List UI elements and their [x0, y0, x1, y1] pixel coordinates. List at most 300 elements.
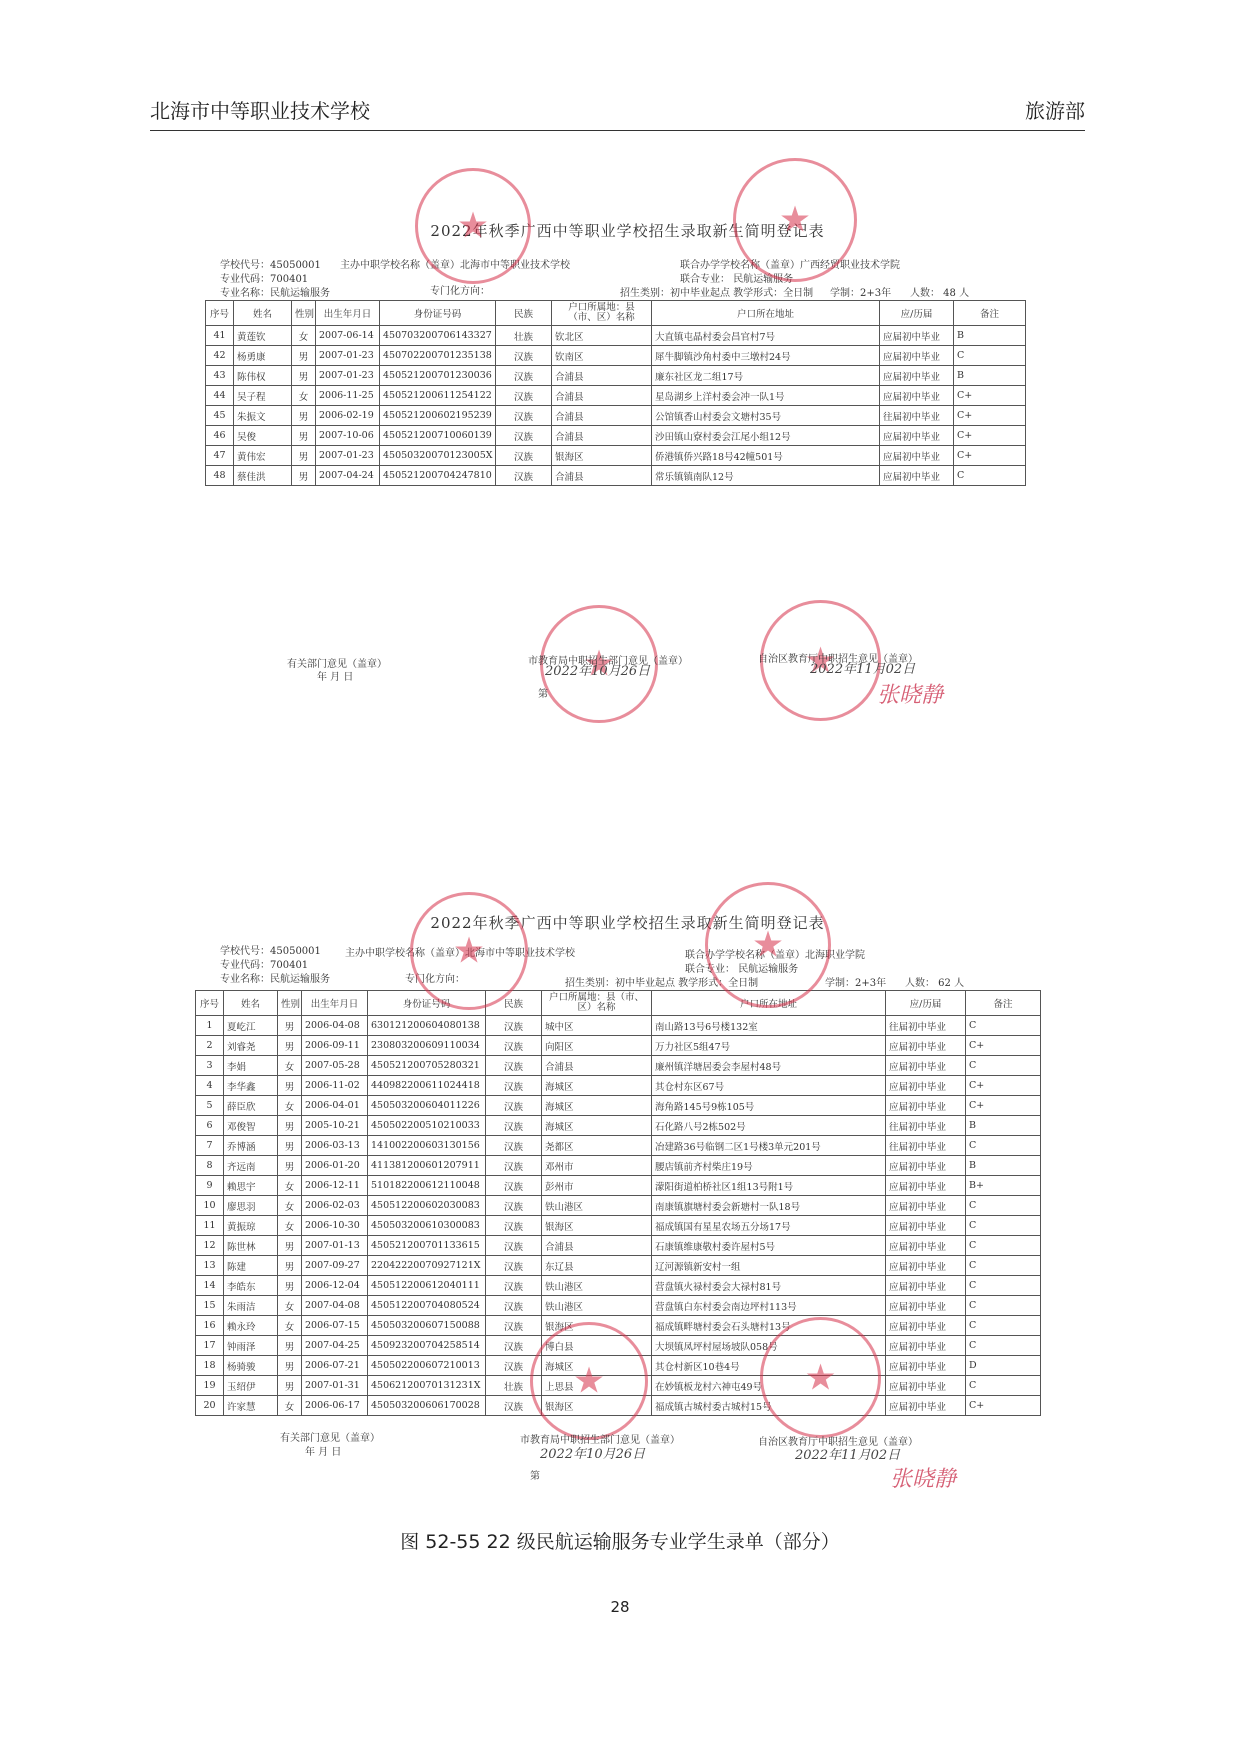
cell-county: 银海区	[552, 446, 652, 466]
major-code: 专业代码：700401	[220, 274, 309, 285]
cell-seq: 41	[206, 326, 234, 346]
cell-seq: 9	[196, 1176, 224, 1196]
header-department: 旅游部	[1025, 99, 1085, 123]
foot-dept-date: 年 月 日	[305, 1447, 342, 1458]
cell-county: 铁山港区	[542, 1276, 652, 1296]
cell-county: 合浦县	[552, 426, 652, 446]
cell-ethnicity: 汉族	[486, 1116, 542, 1136]
cell-county: 尧都区	[542, 1136, 652, 1156]
cell-gender: 男	[278, 1116, 302, 1136]
cell-address: 南康镇旗塘村委会新塘村一队18号	[652, 1196, 886, 1216]
cell-grad: 应届初中毕业	[886, 1056, 966, 1076]
cell-birth: 2007-04-08	[302, 1296, 368, 1316]
cell-county: 彭州市	[542, 1176, 652, 1196]
cell-name: 廖思羽	[224, 1196, 278, 1216]
foot-region-opinion: 自治区教育厅中职招生意见（盖章）	[758, 654, 918, 665]
cell-id: 450521200611254122	[380, 386, 496, 406]
cell-grad: 应届初中毕业	[886, 1076, 966, 1096]
coop-major	[685, 960, 798, 975]
cell-grad: 应届初中毕业	[886, 1216, 966, 1236]
table-row	[196, 1316, 1041, 1336]
cell-birth: 2006-01-20	[302, 1156, 368, 1176]
cell-seq: 13	[196, 1256, 224, 1276]
cell-birth: 2007-04-24	[316, 466, 380, 486]
col-header: 姓名	[224, 991, 278, 1016]
cell-gender: 男	[278, 1156, 302, 1176]
cell-seq: 2	[196, 1036, 224, 1056]
cell-id: 450512200704080524	[368, 1296, 486, 1316]
figure-caption: 图 52-55 22 级民航运输服务专业学生录单（部分）	[400, 1531, 840, 1553]
cell-gender: 男	[278, 1136, 302, 1156]
cell-county: 向阳区	[542, 1036, 652, 1056]
registration-form-2	[199, 912, 1050, 1502]
table-row	[196, 1196, 1041, 1216]
cell-note: C	[966, 1296, 1041, 1316]
duration: 学制：2+3年	[830, 288, 892, 299]
col-header: 出生年月日	[316, 301, 380, 326]
cell-id: 450512200602030083	[368, 1196, 486, 1216]
cell-gender: 女	[278, 1096, 302, 1116]
cell-grad: 应届初中毕业	[880, 366, 954, 386]
foot-city-opinion: 市教育局中职招生部门意见（盖章）	[520, 1435, 680, 1446]
cell-birth: 2006-09-11	[302, 1036, 368, 1056]
cell-seq: 10	[196, 1196, 224, 1216]
student-table	[205, 300, 1026, 486]
cell-address: 常乐镇镇南队12号	[652, 466, 880, 486]
cell-birth: 2007-01-31	[302, 1376, 368, 1396]
table-row	[206, 346, 1026, 366]
cell-grad: 往届初中毕业	[880, 406, 954, 426]
table-row	[206, 366, 1026, 386]
cell-gender: 女	[278, 1216, 302, 1236]
cell-id: 630121200604080138	[368, 1016, 486, 1036]
cell-birth: 2006-04-08	[302, 1016, 368, 1036]
signature: 张晓静	[890, 1467, 957, 1492]
cell-gender: 女	[292, 326, 316, 346]
cell-seq: 19	[196, 1376, 224, 1396]
cell-ethnicity: 汉族	[486, 1136, 542, 1156]
col-header: 备注	[954, 301, 1026, 326]
cell-note: B+	[966, 1176, 1041, 1196]
table-row	[196, 1336, 1041, 1356]
cell-note: C	[966, 1236, 1041, 1256]
cell-name: 陈建	[224, 1256, 278, 1276]
table-row	[196, 1116, 1041, 1136]
col-header: 户口所在地址	[652, 301, 880, 326]
cell-birth: 2007-06-14	[316, 326, 380, 346]
cell-ethnicity: 汉族	[496, 346, 552, 366]
cell-note: C	[966, 1376, 1041, 1396]
cell-birth: 2007-05-28	[302, 1056, 368, 1076]
major-code: 专业代码：700401	[220, 960, 309, 971]
cell-name: 蔡佳洪	[234, 466, 292, 486]
table-row	[196, 1176, 1041, 1196]
cell-grad: 应届初中毕业	[886, 1336, 966, 1356]
col-header: 身份证号码	[368, 991, 486, 1016]
cell-ethnicity: 汉族	[486, 1016, 542, 1036]
table-row	[196, 1096, 1041, 1116]
cell-seq: 3	[196, 1056, 224, 1076]
cell-address: 福成镇国有星星农场五分场17号	[652, 1216, 886, 1236]
cell-seq: 16	[196, 1316, 224, 1336]
cell-ethnicity: 汉族	[486, 1396, 542, 1416]
cell-ethnicity: 汉族	[486, 1296, 542, 1316]
col-header: 备注	[966, 991, 1041, 1016]
col-header: 序号	[206, 301, 234, 326]
coop-major	[680, 270, 793, 285]
cell-birth: 2007-09-27	[302, 1256, 368, 1276]
table-header-row	[196, 991, 1041, 1016]
coop-major-label: 联合专业：	[685, 964, 735, 975]
cell-note: B	[954, 366, 1026, 386]
cell-id: 450521200710060139	[380, 426, 496, 446]
cell-id: 450521200701230036	[380, 366, 496, 386]
cell-seq: 1	[196, 1016, 224, 1036]
cell-birth: 2007-01-23	[316, 366, 380, 386]
table-row	[206, 406, 1026, 426]
cell-name: 朱雨洁	[224, 1296, 278, 1316]
cell-note: C+	[954, 386, 1026, 406]
cell-county: 上思县	[542, 1376, 652, 1396]
cell-note: C	[966, 1016, 1041, 1036]
cell-birth: 2007-10-06	[316, 426, 380, 446]
cell-name: 黄伟宏	[234, 446, 292, 466]
cell-county: 银海区	[542, 1316, 652, 1336]
cell-note: C	[966, 1136, 1041, 1156]
cell-id: 450512200612040111	[368, 1276, 486, 1296]
table-row	[196, 1136, 1041, 1156]
cell-id: 230803200609110034	[368, 1036, 486, 1056]
cell-name: 刘睿尧	[224, 1036, 278, 1056]
cell-county: 合浦县	[552, 366, 652, 386]
col-header: 性别	[278, 991, 302, 1016]
coop-school: 联合办学学校名称（盖章）广西经贸职业技术学院	[680, 260, 900, 271]
cell-id: 450703200706143327	[380, 326, 496, 346]
cell-address: 廉东社区龙二组17号	[652, 366, 880, 386]
cell-address: 海角路145号9栋105号	[652, 1096, 886, 1116]
cell-note: C	[966, 1056, 1041, 1076]
cell-name: 玉绍伊	[224, 1376, 278, 1396]
cell-note: C	[966, 1216, 1041, 1236]
table-row	[196, 1216, 1041, 1236]
cell-county: 银海区	[542, 1216, 652, 1236]
col-header: 性别	[292, 301, 316, 326]
cell-name: 李皓东	[224, 1276, 278, 1296]
student-count: 人数： 62 人	[905, 978, 965, 989]
cell-name: 杨骑骏	[224, 1356, 278, 1376]
cell-gender: 男	[278, 1256, 302, 1276]
cell-birth: 2005-10-21	[302, 1116, 368, 1136]
cell-county: 合浦县	[542, 1056, 652, 1076]
cell-note: C	[954, 466, 1026, 486]
cell-seq: 12	[196, 1236, 224, 1256]
cell-id: 450503200606170028	[368, 1396, 486, 1416]
form-title: 2022年秋季广西中等职业学校招生录取新生简明登记表	[430, 222, 825, 240]
major-name: 专业名称：民航运输服务	[220, 974, 330, 985]
cell-gender: 男	[278, 1336, 302, 1356]
cell-name: 薛臣欣	[224, 1096, 278, 1116]
col-header: 身份证号码	[380, 301, 496, 326]
cell-county: 钦北区	[552, 326, 652, 346]
cell-grad: 应届初中毕业	[886, 1376, 966, 1396]
cell-birth: 2007-04-25	[302, 1336, 368, 1356]
cell-address: 廉州镇洋塘居委会李屋村48号	[652, 1056, 886, 1076]
coop-major-value: 民航运输服务	[738, 964, 799, 975]
cell-county: 铁山港区	[542, 1196, 652, 1216]
cell-id: 450702200701235138	[380, 346, 496, 366]
cell-id: 450521200705280321	[368, 1056, 486, 1076]
cell-address: 腰店镇前齐村柴庄19号	[652, 1156, 886, 1176]
cell-name: 朱振文	[234, 406, 292, 426]
cell-gender: 男	[278, 1036, 302, 1056]
cell-grad: 应届初中毕业	[886, 1176, 966, 1196]
cell-grad: 往届初中毕业	[886, 1136, 966, 1156]
cell-grad: 应届初中毕业	[880, 466, 954, 486]
col-header: 户口所属地：县（市、区）名称	[552, 301, 652, 326]
cell-name: 李华鑫	[224, 1076, 278, 1096]
cell-county: 海城区	[542, 1356, 652, 1376]
table-header-row	[206, 301, 1026, 326]
cell-seq: 7	[196, 1136, 224, 1156]
cell-seq: 43	[206, 366, 234, 386]
cell-gender: 女	[278, 1196, 302, 1216]
cell-gender: 女	[278, 1316, 302, 1336]
cell-birth: 2006-12-04	[302, 1276, 368, 1296]
cell-birth: 2006-04-01	[302, 1096, 368, 1116]
table-row	[206, 426, 1026, 446]
table-row	[206, 386, 1026, 406]
cell-grad: 应届初中毕业	[886, 1036, 966, 1056]
cell-name: 杨勇康	[234, 346, 292, 366]
cell-gender: 女	[278, 1296, 302, 1316]
cell-county: 邓州市	[542, 1156, 652, 1176]
cell-county: 东辽县	[542, 1256, 652, 1276]
cell-grad: 应届初中毕业	[886, 1156, 966, 1176]
cell-id: 450503200604011226	[368, 1096, 486, 1116]
cell-id: 440982200611024418	[368, 1076, 486, 1096]
cell-id: 450502200510210033	[368, 1116, 486, 1136]
cell-birth: 2006-03-13	[302, 1136, 368, 1156]
cell-id: 450521200602195239	[380, 406, 496, 426]
cell-grad: 应届初中毕业	[880, 326, 954, 346]
city-approval-date: 2022年10月26日	[540, 1447, 646, 1462]
coop-major-value: 民航运输服务	[733, 274, 794, 285]
cell-grad: 应届初中毕业	[886, 1256, 966, 1276]
cell-name: 夏屹江	[224, 1016, 278, 1036]
col-header: 出生年月日	[302, 991, 368, 1016]
duration: 学制：2+3年	[825, 978, 887, 989]
cell-birth: 2006-07-21	[302, 1356, 368, 1376]
category: 招生类别：初中毕业起点 教学形式：全日制	[620, 288, 814, 299]
cell-grad: 应届初中毕业	[886, 1236, 966, 1256]
cell-address: 侨港镇侨兴路18号42幢501号	[652, 446, 880, 466]
cell-county: 合浦县	[552, 406, 652, 426]
cell-gender: 男	[278, 1376, 302, 1396]
cell-address: 星岛湖乡上洋村委会冲一队1号	[652, 386, 880, 406]
cell-ethnicity: 汉族	[486, 1356, 542, 1376]
cell-note: C	[966, 1276, 1041, 1296]
cell-id: 22042220070927121X	[368, 1256, 486, 1276]
cell-name: 李娟	[224, 1056, 278, 1076]
cell-ethnicity: 汉族	[486, 1056, 542, 1076]
cell-ethnicity: 壮族	[496, 326, 552, 346]
form-title: 2022年秋季广西中等职业学校招生录取新生简明登记表	[430, 914, 825, 932]
signature: 张晓静	[877, 683, 944, 708]
col-header: 序号	[196, 991, 224, 1016]
cell-ethnicity: 汉族	[496, 366, 552, 386]
cell-ethnicity: 汉族	[486, 1036, 542, 1056]
cell-name: 乔博涵	[224, 1136, 278, 1156]
cell-grad: 应届初中毕业	[886, 1276, 966, 1296]
cell-note: B	[966, 1116, 1041, 1136]
cell-note: C	[966, 1196, 1041, 1216]
student-count: 人数： 48 人	[910, 288, 970, 299]
city-approval-date: 2022年10月26日	[545, 664, 651, 679]
cell-note: C	[966, 1316, 1041, 1336]
cell-grad: 往届初中毕业	[886, 1016, 966, 1036]
school-code: 学校代号：45050001	[220, 946, 321, 957]
cell-address: 大直镇屯晶村委会昌官村7号	[652, 326, 880, 346]
host-school: 主办中职学校名称（盖章）北海市中等职业技术学校	[340, 260, 570, 271]
cell-seq: 42	[206, 346, 234, 366]
table-row	[196, 1156, 1041, 1176]
cell-id: 450923200704258514	[368, 1336, 486, 1356]
cell-gender: 男	[278, 1356, 302, 1376]
cell-seq: 46	[206, 426, 234, 446]
cell-id: 45050320070123005X	[380, 446, 496, 466]
cell-note: C+	[954, 406, 1026, 426]
cell-address: 在妙镇板龙村六神屯49号	[652, 1376, 886, 1396]
cell-county: 合浦县	[552, 466, 652, 486]
cell-name: 黄振琼	[224, 1216, 278, 1236]
cell-seq: 15	[196, 1296, 224, 1316]
cell-name: 吴俊	[234, 426, 292, 446]
cell-county: 合浦县	[542, 1236, 652, 1256]
header-school-name: 北海市中等职业技术学校	[150, 99, 370, 123]
cell-gender: 男	[292, 466, 316, 486]
registration-form-1	[205, 220, 1050, 800]
cell-seq: 45	[206, 406, 234, 426]
cell-gender: 女	[278, 1176, 302, 1196]
table-row	[196, 1076, 1041, 1096]
cell-seq: 44	[206, 386, 234, 406]
cell-gender: 女	[292, 386, 316, 406]
cell-name: 赖思宇	[224, 1176, 278, 1196]
cell-gender: 女	[278, 1056, 302, 1076]
cell-gender: 男	[292, 446, 316, 466]
cell-seq: 47	[206, 446, 234, 466]
cell-address: 其仓村新区10巷4号	[652, 1356, 886, 1376]
major-name: 专业名称：民航运输服务	[220, 288, 330, 299]
category: 招生类别：初中毕业起点 教学形式：全日制	[565, 978, 759, 989]
student-table	[195, 990, 1041, 1416]
cell-ethnicity: 汉族	[486, 1336, 542, 1356]
cell-county: 海城区	[542, 1076, 652, 1096]
cell-note: C	[966, 1256, 1041, 1276]
foot-dept-date: 年 月 日	[317, 672, 354, 683]
cell-grad: 应届初中毕业	[886, 1396, 966, 1416]
cell-address: 大坝镇凤坪村屋场坡队058号	[652, 1336, 886, 1356]
cell-seq: 11	[196, 1216, 224, 1236]
cell-address: 福成镇畔塘村委会石头塘村13号	[652, 1316, 886, 1336]
cell-id: 411381200601207911	[368, 1156, 486, 1176]
cell-county: 钦南区	[552, 346, 652, 366]
cell-county: 合浦县	[552, 386, 652, 406]
cell-address: 公馆镇香山村委会文塘村35号	[652, 406, 880, 426]
cell-ethnicity: 汉族	[486, 1216, 542, 1236]
table-row	[196, 1356, 1041, 1376]
cell-gender: 男	[292, 406, 316, 426]
table-row	[196, 1396, 1041, 1416]
cell-ethnicity: 汉族	[486, 1316, 542, 1336]
cell-birth: 2006-07-15	[302, 1316, 368, 1336]
coop-school: 联合办学学校名称（盖章）北海职业学院	[685, 950, 865, 961]
cell-grad: 应届初中毕业	[886, 1196, 966, 1216]
cell-name: 黄莲钦	[234, 326, 292, 346]
cell-id: 141002200603130156	[368, 1136, 486, 1156]
foot-dept-opinion: 有关部门意见（盖章）	[287, 659, 387, 670]
cell-note: C+	[966, 1076, 1041, 1096]
cell-note: B	[954, 326, 1026, 346]
cell-seq: 17	[196, 1336, 224, 1356]
coop-major-label: 联合专业：	[680, 274, 730, 285]
cell-gender: 男	[292, 366, 316, 386]
col-header: 户口所属地：县（市、区）名称	[542, 991, 652, 1016]
page-header	[150, 92, 1085, 131]
page-prefix: 第	[538, 689, 548, 700]
cell-gender: 男	[292, 346, 316, 366]
cell-seq: 6	[196, 1116, 224, 1136]
cell-note: C+	[966, 1036, 1041, 1056]
cell-seq: 5	[196, 1096, 224, 1116]
cell-address: 万力社区5组47号	[652, 1036, 886, 1056]
cell-birth: 2006-02-19	[316, 406, 380, 426]
cell-name: 钟雨泽	[224, 1336, 278, 1356]
cell-id: 45062120070131231X	[368, 1376, 486, 1396]
table-row	[196, 1056, 1041, 1076]
cell-id: 450521200704247810	[380, 466, 496, 486]
foot-city-opinion: 市教育局中职招生部门意见（盖章）	[528, 656, 688, 667]
cell-name: 许家慧	[224, 1396, 278, 1416]
foot-region-opinion: 自治区教育厅中职招生意见（盖章）	[758, 1437, 918, 1448]
table-row	[196, 1016, 1041, 1036]
school-code: 学校代号：45050001	[220, 260, 321, 271]
cell-gender: 男	[278, 1076, 302, 1096]
table-row	[196, 1256, 1041, 1276]
cell-id: 450502200607210013	[368, 1356, 486, 1376]
cell-address: 石化路八号2栋502号	[652, 1116, 886, 1136]
cell-county: 铁山港区	[542, 1296, 652, 1316]
cell-grad: 往届初中毕业	[886, 1116, 966, 1136]
cell-name: 吴子程	[234, 386, 292, 406]
cell-address: 犀牛脚镇沙角村委中三墩村24号	[652, 346, 880, 366]
cell-ethnicity: 汉族	[496, 406, 552, 426]
cell-address: 营盘镇火禄村委会大禄村81号	[652, 1276, 886, 1296]
cell-grad: 应届初中毕业	[880, 386, 954, 406]
cell-address: 营盘镇白东村委会南边坪村113号	[652, 1296, 886, 1316]
cell-name: 邓俊智	[224, 1116, 278, 1136]
cell-birth: 2006-06-17	[302, 1396, 368, 1416]
table-row	[196, 1376, 1041, 1396]
cell-ethnicity: 汉族	[486, 1176, 542, 1196]
cell-address: 福成镇古城村委古城村15号	[652, 1396, 886, 1416]
cell-ethnicity: 汉族	[486, 1156, 542, 1176]
cell-birth: 2006-11-02	[302, 1076, 368, 1096]
direction: 专门化方向：	[405, 974, 465, 985]
cell-note: C+	[954, 426, 1026, 446]
cell-ethnicity: 壮族	[486, 1376, 542, 1396]
cell-id: 510182200612110048	[368, 1176, 486, 1196]
